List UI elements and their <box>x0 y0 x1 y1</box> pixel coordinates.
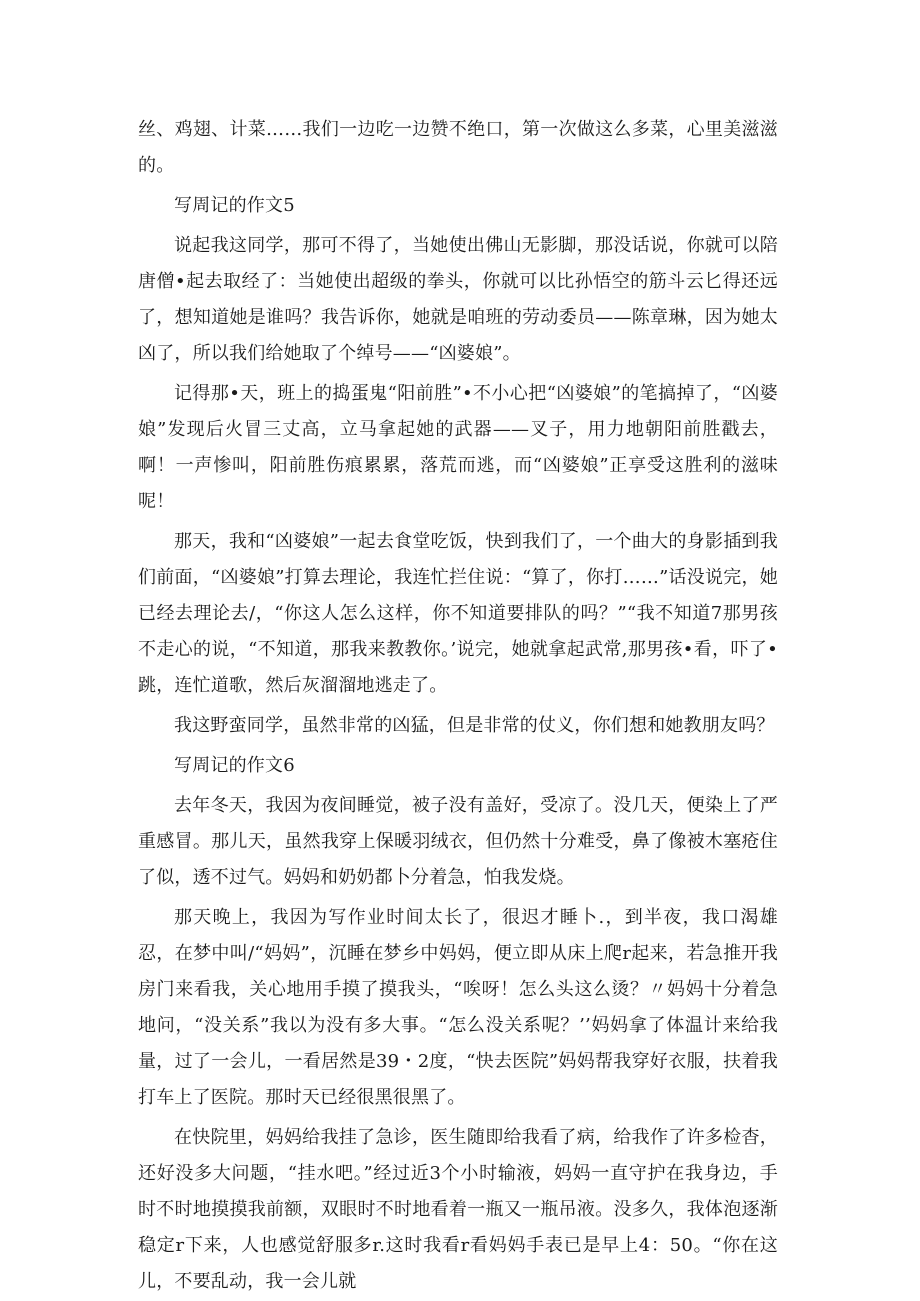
section6-paragraph-1: 去年冬天，我因为夜间睡觉，被子没有盖好，受凉了。没几天，便染上了严重感冒。那儿天，虽然我穿上保暖羽绒衣，但仍然十分难受，鼻了像被木塞疮住了似，透不过气。妈妈和奶奶都卜分着急，怕我发烧。 <box>138 795 778 888</box>
section6-paragraph-2: 那天晚上，我因为写作业时间太长了，很迟才睡卜.，到半夜，我口渴雄忍，在梦中叫/“妈妈”，沉睡在梦乡中妈妈，便立即从床上爬r起来，若急推开我房门来看我，关心地用手摸了摸我头，“唉呀！怎么头这么烫？〃妈妈十分着急地问，“没关系”我以为没有多大事。“怎么没关系呢？’’妈妈拿了体温计来给我量，过了一会儿，一看居然是39・2度，“快去医院”妈妈帮我穿好衣服，扶着我打车上了医院。那时天已经很黑很黑了。 <box>138 907 778 1108</box>
section5-paragraph-4: 我这野蛮同学，虽然非常的凶猛，但是非常的仗义，你们想和她教朋友吗？ <box>174 715 775 736</box>
section-heading-5: 写周记的作文5 <box>174 195 295 216</box>
section5-paragraph-1: 说起我这同学，那可不得了，当她使出佛山无影脚，那没话说，你就可以陪唐僧•起去取经了：当她使出超级的拳头，你就可以比孙悟空的筋斗云匕得还远了，想知道她是谁吗？我告诉你，她就是咱班的劳动委员——陈章琳，因为她太凶了，所以我们给她取了个绰号——“凶婆娘”。 <box>138 235 778 364</box>
intro-tail-paragraph: 丝、鸡翅、计菜……我们一边吃一边赞不绝口，第一次做这么多菜，心里美滋滋的。 <box>138 119 778 176</box>
document-body <box>138 112 778 1300</box>
section-heading-6: 写周记的作文6 <box>174 755 295 776</box>
section5-paragraph-3: 那天，我和“凶婆娘”一起去食堂吃饭，快到我们了，一个曲大的身影插到我们前面，“凶婆娘”打算去理论，我连忙拦住说：“算了，你打……”话没说完，她已经去理论去/，“你这人怎么这样，你不知道要排队的吗？”“我不知道7那男孩不走心的说，“不知道，那我来教教你。’说完，她就拿起武常,那男孩•看，吓了•跳，连忙道歌，然后灰溜溜地逃走了。 <box>138 531 778 696</box>
section5-paragraph-2: 记得那•天，班上的捣蛋鬼“阳前胜”•不小心把“凶婆娘”的笔搞掉了，“凶婆娘”发现后火冒三丈高，立马拿起她的武器——叉子，用力地朝阳前胜戳去，啊！一声惨叫，阳前胜伤痕累累，落荒而逃，而“凶婆娘”正享受这胜利的滋味呢！ <box>138 383 778 512</box>
section6-paragraph-3: 在快院里，妈妈给我挂了急诊，医生随即给我看了病，给我作了许多检杳，还好没多大问题，“挂水吧。”经过近3个小时输液，妈妈一直守护在我身边，手时不时地摸摸我前额，双眼时不时地看着一瓶又一瓶吊液。没多久，我体泡逐渐稳定r下来，人也感觉舒服多r.这时我看r看妈妈手表已是早上4：50。“你在这儿，不要乱动，我一会儿就 <box>138 1127 778 1292</box>
